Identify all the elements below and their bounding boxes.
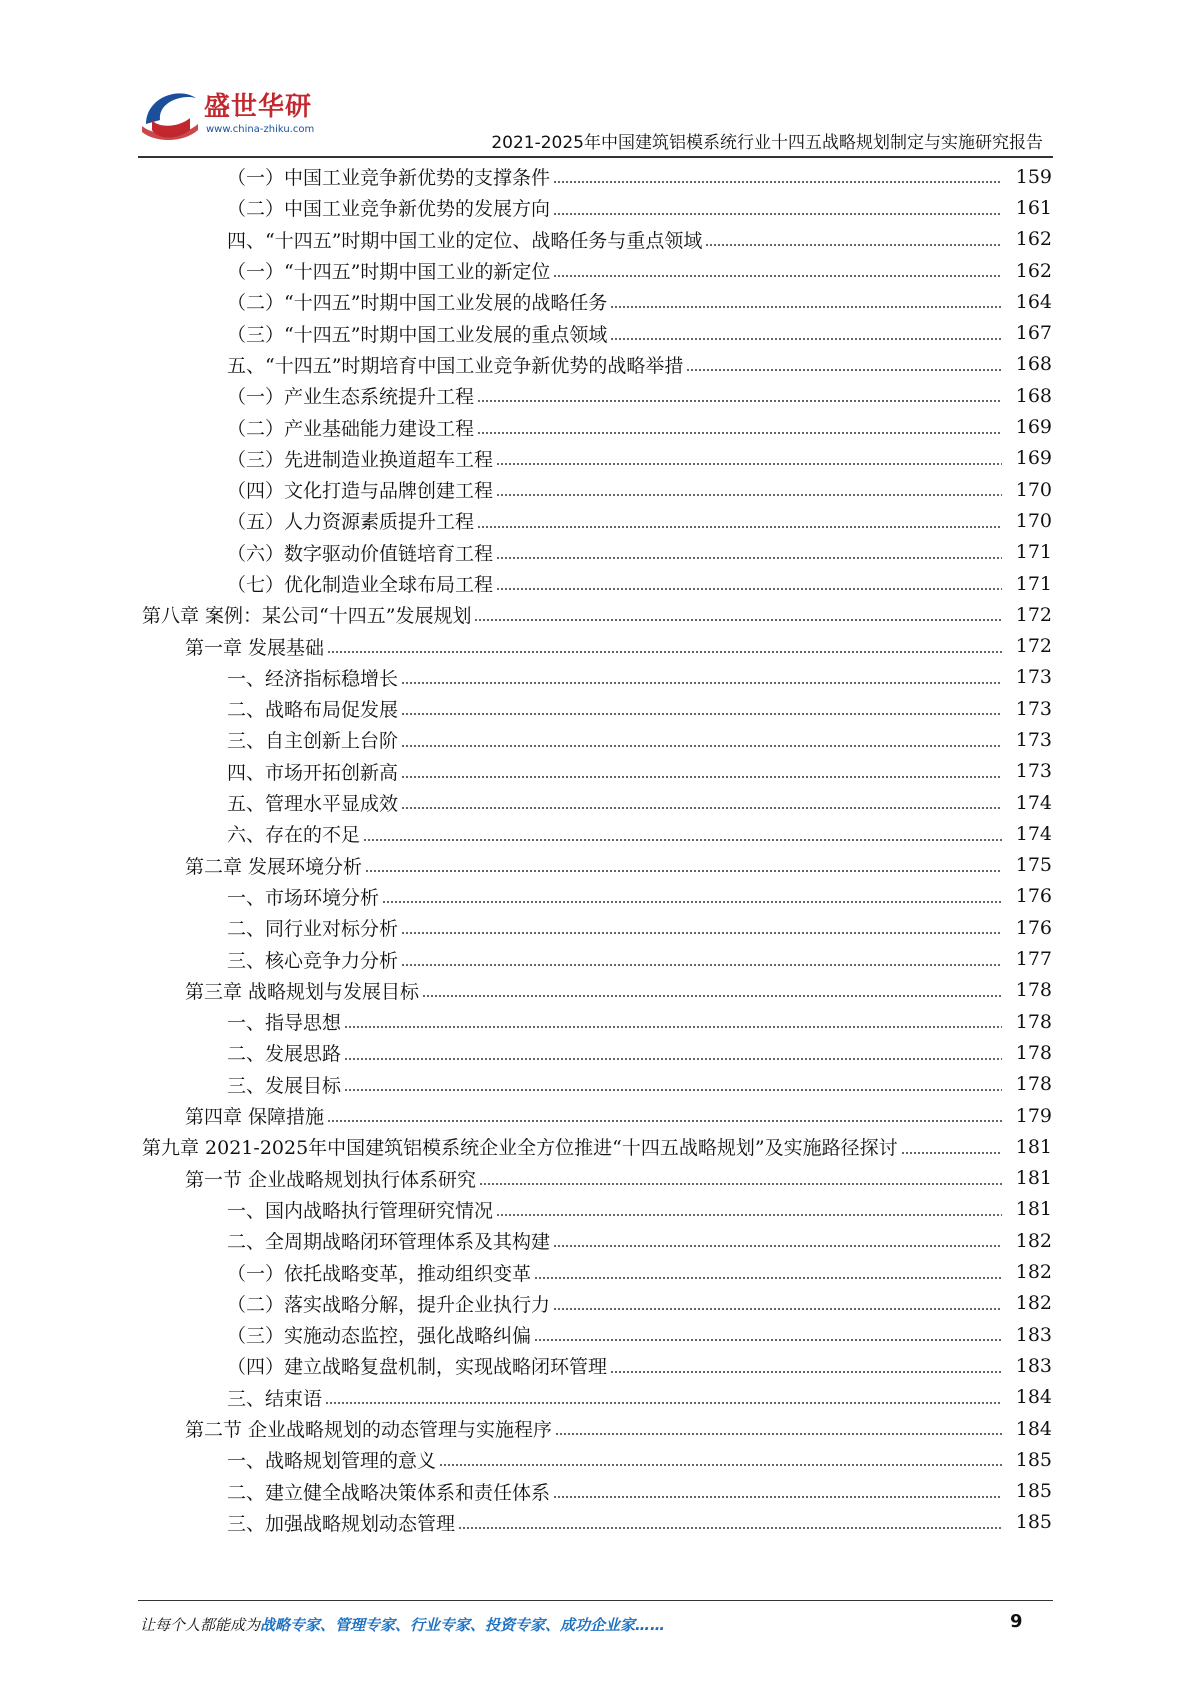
toc-entry[interactable] bbox=[0, 1507, 1191, 1538]
toc-dot-leader bbox=[477, 526, 1002, 528]
toc-entry-page: 181 bbox=[1015, 1198, 1052, 1221]
toc-entry-page: 172 bbox=[1015, 603, 1052, 626]
toc-entry[interactable] bbox=[0, 912, 1191, 943]
toc-entry-title: （一）“十四五”时期中国工业的新定位 bbox=[227, 257, 550, 284]
toc-dot-leader bbox=[344, 1026, 1002, 1028]
toc-entry[interactable] bbox=[0, 255, 1191, 286]
toc-entry-title: 三、自主创新上台阶 bbox=[227, 726, 398, 753]
logo-url: www.china-zhiku.com bbox=[206, 124, 315, 135]
toc-entry[interactable] bbox=[0, 380, 1191, 411]
toc-dot-leader bbox=[477, 400, 1002, 402]
logo-name: 盛世华研 bbox=[204, 92, 313, 122]
toc-entry[interactable] bbox=[0, 724, 1191, 755]
toc-entry[interactable] bbox=[0, 1037, 1191, 1068]
toc-dot-leader bbox=[458, 1527, 1002, 1529]
toc-entry-title: 二、全周期战略闭环管理体系及其构建 bbox=[227, 1227, 550, 1254]
toc-entry[interactable] bbox=[0, 537, 1191, 568]
toc-entry-title: 二、同行业对标分析 bbox=[227, 914, 398, 941]
toc-entry[interactable] bbox=[0, 881, 1191, 912]
toc-dot-leader bbox=[553, 1496, 1002, 1498]
toc-entry-page: 184 bbox=[1015, 1386, 1052, 1409]
toc-dot-leader bbox=[553, 1245, 1002, 1247]
toc-entry[interactable] bbox=[0, 693, 1191, 724]
toc-dot-leader bbox=[496, 588, 1002, 590]
toc-entry[interactable] bbox=[0, 1006, 1191, 1037]
toc-entry-page: 170 bbox=[1015, 478, 1052, 501]
toc-entry-title: 第三章 战略规划与发展目标 bbox=[185, 977, 419, 1004]
toc-entry-page: 174 bbox=[1015, 822, 1052, 845]
toc-entry-page: 184 bbox=[1015, 1417, 1052, 1440]
toc-entry[interactable] bbox=[0, 443, 1191, 474]
toc-entry-title: 三、发展目标 bbox=[227, 1071, 341, 1098]
toc-entry[interactable] bbox=[0, 850, 1191, 881]
toc-dot-leader bbox=[401, 745, 1002, 747]
toc-dot-leader bbox=[553, 275, 1002, 277]
toc-entry-title: （五）人力资源素质提升工程 bbox=[227, 507, 474, 534]
toc-entry-page: 181 bbox=[1015, 1135, 1052, 1158]
toc-entry-title: 六、存在的不足 bbox=[227, 820, 360, 847]
toc-dot-leader bbox=[496, 1214, 1002, 1216]
footer-slogan-prefix: 让每个人都能成为 bbox=[140, 1616, 261, 1634]
toc-entry-title: 一、市场环境分析 bbox=[227, 883, 379, 910]
toc-dot-leader bbox=[901, 1152, 1002, 1154]
toc-entry-title: 四、“十四五”时期中国工业的定位、战略任务与重点领域 bbox=[227, 226, 702, 253]
toc-dot-leader bbox=[422, 995, 1002, 997]
toc-entry[interactable] bbox=[0, 224, 1191, 255]
toc-entry[interactable] bbox=[0, 1069, 1191, 1100]
toc-dot-leader bbox=[479, 1183, 1002, 1185]
toc-dot-leader bbox=[344, 1089, 1002, 1091]
toc-dot-leader bbox=[344, 1058, 1002, 1060]
footer-slogan-highlight: 战略专家、管理专家、行业专家、投资专家、成功企业家…… bbox=[260, 1616, 666, 1634]
toc-entry-title: 四、市场开拓创新高 bbox=[227, 758, 398, 785]
toc-entry-title: 第四章 保障措施 bbox=[185, 1102, 324, 1129]
toc-entry-page: 185 bbox=[1015, 1511, 1052, 1534]
toc-entry[interactable] bbox=[0, 1194, 1191, 1225]
toc-entry-title: 一、指导思想 bbox=[227, 1008, 341, 1035]
toc-entry[interactable] bbox=[0, 1350, 1191, 1381]
toc-entry[interactable] bbox=[0, 662, 1191, 693]
toc-entry[interactable] bbox=[0, 756, 1191, 787]
toc-entry-title: （四）建立战略复盘机制，实现战略闭环管理 bbox=[227, 1352, 607, 1379]
toc-dot-leader bbox=[534, 1277, 1002, 1279]
toc-dot-leader bbox=[534, 1339, 1002, 1341]
toc-dot-leader bbox=[401, 964, 1002, 966]
toc-dot-leader bbox=[496, 494, 1002, 496]
toc-dot-leader bbox=[327, 651, 1002, 653]
toc-dot-leader bbox=[401, 807, 1002, 809]
toc-entry[interactable] bbox=[0, 474, 1191, 505]
toc-entry-page: 182 bbox=[1015, 1229, 1052, 1252]
toc-dot-leader bbox=[555, 1433, 1002, 1435]
toc-dot-leader bbox=[610, 1371, 1002, 1373]
toc-entry-page: 178 bbox=[1015, 1073, 1052, 1096]
toc-entry-title: （二）产业基础能力建设工程 bbox=[227, 414, 474, 441]
toc-entry-title: （三）先进制造业换道超车工程 bbox=[227, 445, 493, 472]
toc-entry-page: 170 bbox=[1015, 509, 1052, 532]
toc-entry-title: （一）依托战略变革，推动组织变革 bbox=[227, 1259, 531, 1286]
toc-dot-leader bbox=[401, 776, 1002, 778]
toc-entry-title: 二、战略布局促发展 bbox=[227, 695, 398, 722]
footer-slogan bbox=[140, 1614, 665, 1635]
toc-entry-page: 176 bbox=[1015, 885, 1052, 908]
toc-entry[interactable] bbox=[0, 1382, 1191, 1413]
toc-entry[interactable] bbox=[0, 411, 1191, 442]
toc-dot-leader bbox=[325, 1402, 1002, 1404]
toc-entry-page: 173 bbox=[1015, 728, 1052, 751]
toc-entry[interactable] bbox=[0, 943, 1191, 974]
toc-entry-page: 182 bbox=[1015, 1261, 1052, 1284]
toc-dot-leader bbox=[705, 244, 1002, 246]
toc-entry-page: 178 bbox=[1015, 1010, 1052, 1033]
toc-entry-title: （一）中国工业竞争新优势的支撑条件 bbox=[227, 163, 550, 190]
toc-entry-title: 三、结束语 bbox=[227, 1384, 322, 1411]
page-number: 9 bbox=[1010, 1611, 1023, 1632]
toc-dot-leader bbox=[553, 181, 1002, 183]
toc-dot-leader bbox=[496, 463, 1002, 465]
toc-entry[interactable] bbox=[0, 1288, 1191, 1319]
toc-entry-title: 五、管理水平显成效 bbox=[227, 789, 398, 816]
toc-entry[interactable] bbox=[0, 599, 1191, 630]
toc-entry[interactable] bbox=[0, 1163, 1191, 1194]
toc-dot-leader bbox=[327, 1120, 1002, 1122]
toc-entry-title: 第九章 2021-2025年中国建筑铝模系统企业全方位推进“十四五战略规划”及实施路径探讨 bbox=[142, 1133, 898, 1160]
toc-entry-title: 二、建立健全战略决策体系和责任体系 bbox=[227, 1478, 550, 1505]
toc-entry[interactable] bbox=[0, 505, 1191, 536]
toc-entry-page: 173 bbox=[1015, 760, 1052, 783]
toc-entry-title: 第一章 发展基础 bbox=[185, 633, 324, 660]
company-logo bbox=[138, 80, 315, 150]
toc-entry[interactable] bbox=[0, 1413, 1191, 1444]
toc-entry-page: 173 bbox=[1015, 697, 1052, 720]
toc-entry-title: （二）中国工业竞争新优势的发展方向 bbox=[227, 194, 550, 221]
table-of-contents bbox=[0, 161, 1191, 1538]
toc-dot-leader bbox=[496, 557, 1002, 559]
toc-entry-page: 175 bbox=[1015, 854, 1052, 877]
toc-entry[interactable] bbox=[0, 161, 1191, 192]
toc-entry-title: 一、经济指标稳增长 bbox=[227, 664, 398, 691]
toc-entry-page: 176 bbox=[1015, 916, 1052, 939]
toc-dot-leader bbox=[401, 932, 1002, 934]
footer-divider bbox=[138, 1600, 1053, 1601]
toc-entry[interactable] bbox=[0, 349, 1191, 380]
toc-entry-page: 185 bbox=[1015, 1448, 1052, 1471]
toc-entry-title: 五、“十四五”时期培育中国工业竞争新优势的战略举措 bbox=[227, 351, 683, 378]
toc-entry[interactable] bbox=[0, 818, 1191, 849]
toc-entry[interactable] bbox=[0, 192, 1191, 223]
toc-entry-page: 171 bbox=[1015, 541, 1052, 564]
toc-entry-page: 183 bbox=[1015, 1323, 1052, 1346]
toc-entry-title: 三、核心竞争力分析 bbox=[227, 946, 398, 973]
toc-entry[interactable] bbox=[0, 1444, 1191, 1475]
toc-entry-page: 173 bbox=[1015, 666, 1052, 689]
logo-emblem-icon bbox=[138, 80, 208, 150]
toc-entry-title: （二）“十四五”时期中国工业发展的战略任务 bbox=[227, 288, 607, 315]
toc-entry-page: 159 bbox=[1015, 165, 1052, 188]
toc-entry-page: 177 bbox=[1015, 948, 1052, 971]
toc-entry-page: 178 bbox=[1015, 1041, 1052, 1064]
toc-entry-page: 182 bbox=[1015, 1292, 1052, 1315]
header-divider bbox=[138, 156, 1053, 158]
toc-entry[interactable] bbox=[0, 1256, 1191, 1287]
toc-entry[interactable] bbox=[0, 975, 1191, 1006]
toc-entry[interactable] bbox=[0, 1225, 1191, 1256]
toc-entry-page: 171 bbox=[1015, 572, 1052, 595]
toc-entry-page: 164 bbox=[1015, 290, 1052, 313]
toc-dot-leader bbox=[686, 369, 1002, 371]
toc-entry-page: 169 bbox=[1015, 416, 1052, 439]
toc-dot-leader bbox=[474, 619, 1002, 621]
toc-entry[interactable] bbox=[0, 1100, 1191, 1131]
toc-entry-title: （三）“十四五”时期中国工业发展的重点领域 bbox=[227, 320, 607, 347]
toc-entry-page: 181 bbox=[1015, 1167, 1052, 1190]
toc-entry[interactable] bbox=[0, 630, 1191, 661]
toc-dot-leader bbox=[553, 1308, 1002, 1310]
toc-dot-leader bbox=[365, 870, 1002, 872]
toc-dot-leader bbox=[401, 713, 1002, 715]
toc-dot-leader bbox=[363, 839, 1002, 841]
toc-entry-page: 162 bbox=[1015, 259, 1052, 282]
toc-dot-leader bbox=[401, 682, 1002, 684]
toc-entry-title: 一、战略规划管理的意义 bbox=[227, 1446, 436, 1473]
toc-entry-page: 178 bbox=[1015, 979, 1052, 1002]
toc-entry-title: （三）实施动态监控，强化战略纠偏 bbox=[227, 1321, 531, 1348]
toc-entry-title: 第二章 发展环境分析 bbox=[185, 852, 362, 879]
toc-entry-title: 第八章 案例：某公司“十四五”发展规划 bbox=[142, 601, 471, 628]
toc-entry-title: （四）文化打造与品牌创建工程 bbox=[227, 476, 493, 503]
toc-dot-leader bbox=[610, 338, 1002, 340]
toc-entry-title: 三、加强战略规划动态管理 bbox=[227, 1509, 455, 1536]
toc-entry-title: 二、发展思路 bbox=[227, 1039, 341, 1066]
toc-entry-page: 172 bbox=[1015, 635, 1052, 658]
toc-dot-leader bbox=[553, 213, 1002, 215]
toc-dot-leader bbox=[439, 1464, 1002, 1466]
toc-dot-leader bbox=[610, 306, 1002, 308]
toc-entry-page: 183 bbox=[1015, 1354, 1052, 1377]
toc-entry-page: 174 bbox=[1015, 791, 1052, 814]
page-header bbox=[0, 0, 1191, 165]
toc-entry[interactable] bbox=[0, 1319, 1191, 1350]
toc-entry[interactable] bbox=[0, 568, 1191, 599]
toc-entry-title: （一）产业生态系统提升工程 bbox=[227, 382, 474, 409]
toc-entry-title: （七）优化制造业全球布局工程 bbox=[227, 570, 493, 597]
toc-entry-title: 一、国内战略执行管理研究情况 bbox=[227, 1196, 493, 1223]
toc-entry-page: 169 bbox=[1015, 447, 1052, 470]
toc-entry-page: 185 bbox=[1015, 1480, 1052, 1503]
toc-entry-page: 168 bbox=[1015, 353, 1052, 376]
toc-entry-page: 179 bbox=[1015, 1104, 1052, 1127]
toc-entry[interactable] bbox=[0, 1475, 1191, 1506]
toc-entry-page: 167 bbox=[1015, 322, 1052, 345]
toc-entry-title: （二）落实战略分解，提升企业执行力 bbox=[227, 1290, 550, 1317]
toc-entry-page: 162 bbox=[1015, 228, 1052, 251]
toc-dot-leader bbox=[382, 901, 1002, 903]
toc-entry[interactable] bbox=[0, 787, 1191, 818]
report-title: 2021-2025年中国建筑铝模系统行业十四五战略规划制定与实施研究报告 bbox=[491, 133, 1043, 153]
toc-entry-title: 第二节 企业战略规划的动态管理与实施程序 bbox=[185, 1415, 552, 1442]
toc-entry[interactable] bbox=[0, 286, 1191, 317]
toc-entry[interactable] bbox=[0, 1131, 1191, 1162]
toc-entry[interactable] bbox=[0, 317, 1191, 348]
toc-entry-page: 161 bbox=[1015, 196, 1052, 219]
toc-entry-title: 第一节 企业战略规划执行体系研究 bbox=[185, 1165, 476, 1192]
toc-dot-leader bbox=[477, 432, 1002, 434]
toc-entry-title: （六）数字驱动价值链培育工程 bbox=[227, 539, 493, 566]
toc-entry-page: 168 bbox=[1015, 384, 1052, 407]
